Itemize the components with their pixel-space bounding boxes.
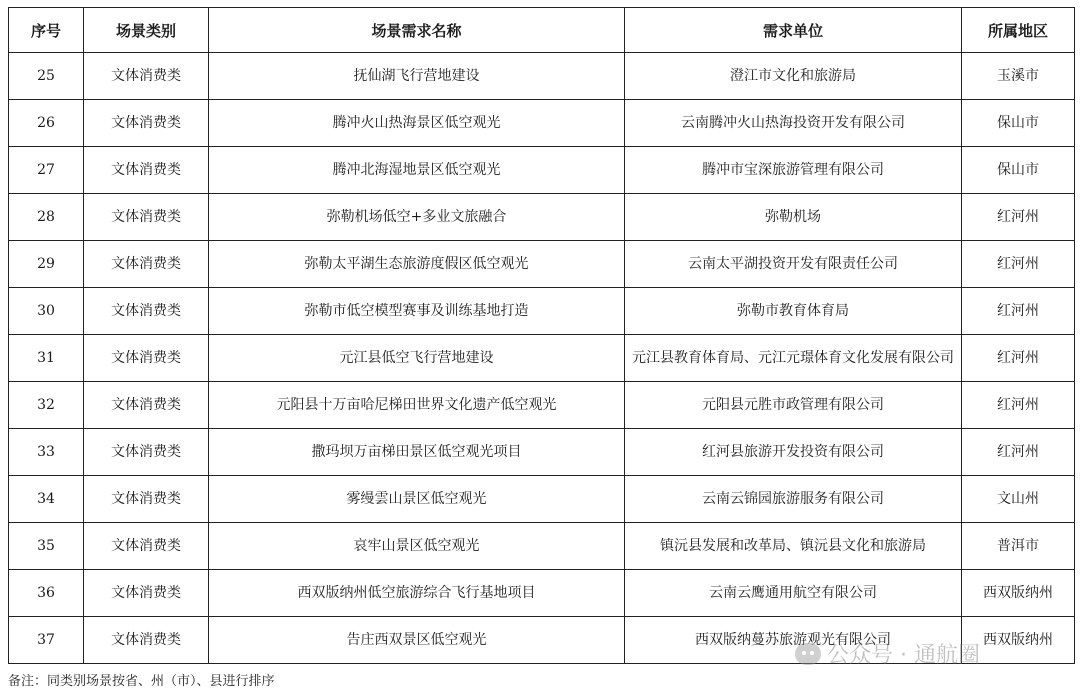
cell-category: 文体消费类 — [84, 53, 209, 100]
cell-region: 保山市 — [962, 147, 1075, 194]
table-row — [9, 53, 1075, 100]
cell-category: 文体消费类 — [84, 523, 209, 570]
cell-region: 玉溪市 — [962, 53, 1075, 100]
cell-requesting-unit: 云南云锦园旅游服务有限公司 — [625, 476, 962, 523]
cell-category: 文体消费类 — [84, 194, 209, 241]
cell-scenario-name: 抚仙湖飞行营地建设 — [209, 53, 625, 100]
cell-scenario-name: 撒玛坝万亩梯田景区低空观光项目 — [209, 429, 625, 476]
table-header-row — [9, 8, 1075, 53]
cell-index: 33 — [9, 429, 84, 476]
table-row — [9, 100, 1075, 147]
cell-scenario-name: 西双版纳州低空旅游综合飞行基地项目 — [209, 570, 625, 617]
cell-scenario-name: 弥勒市低空模型赛事及训练基地打造 — [209, 288, 625, 335]
table-row — [9, 523, 1075, 570]
cell-category: 文体消费类 — [84, 288, 209, 335]
cell-requesting-unit: 镇沅县发展和改革局、镇沅县文化和旅游局 — [625, 523, 962, 570]
cell-index: 27 — [9, 147, 84, 194]
cell-index: 26 — [9, 100, 84, 147]
header-scenario-name: 场景需求名称 — [209, 8, 625, 53]
cell-scenario-name: 弥勒太平湖生态旅游度假区低空观光 — [209, 241, 625, 288]
cell-region: 红河州 — [962, 241, 1075, 288]
cell-region: 红河州 — [962, 288, 1075, 335]
table-row — [9, 147, 1075, 194]
cell-region: 西双版纳州 — [962, 617, 1075, 664]
table-row — [9, 288, 1075, 335]
cell-index: 25 — [9, 53, 84, 100]
cell-requesting-unit: 红河县旅游开发投资有限公司 — [625, 429, 962, 476]
cell-scenario-name: 告庄西双景区低空观光 — [209, 617, 625, 664]
scenario-table — [8, 7, 1075, 664]
cell-requesting-unit: 元江县教育体育局、元江元璟体育文化发展有限公司 — [625, 335, 962, 382]
table-row — [9, 476, 1075, 523]
cell-scenario-name: 雾缦雲山景区低空观光 — [209, 476, 625, 523]
cell-category: 文体消费类 — [84, 570, 209, 617]
cell-category: 文体消费类 — [84, 476, 209, 523]
cell-scenario-name: 腾冲北海湿地景区低空观光 — [209, 147, 625, 194]
cell-requesting-unit: 弥勒市教育体育局 — [625, 288, 962, 335]
table-row — [9, 617, 1075, 664]
cell-scenario-name: 腾冲火山热海景区低空观光 — [209, 100, 625, 147]
table-row — [9, 429, 1075, 476]
cell-requesting-unit: 西双版纳蔓苏旅游观光有限公司 — [625, 617, 962, 664]
header-region: 所属地区 — [962, 8, 1075, 53]
cell-index: 34 — [9, 476, 84, 523]
cell-category: 文体消费类 — [84, 382, 209, 429]
cell-category: 文体消费类 — [84, 100, 209, 147]
cell-category: 文体消费类 — [84, 147, 209, 194]
cell-index: 30 — [9, 288, 84, 335]
cell-scenario-name: 元江县低空飞行营地建设 — [209, 335, 625, 382]
cell-requesting-unit: 云南云鹰通用航空有限公司 — [625, 570, 962, 617]
table-row — [9, 194, 1075, 241]
cell-region: 红河州 — [962, 429, 1075, 476]
cell-category: 文体消费类 — [84, 335, 209, 382]
watermark-text: 公众号 · 通航圈 — [827, 643, 980, 668]
cell-index: 35 — [9, 523, 84, 570]
cell-region: 红河州 — [962, 382, 1075, 429]
cell-index: 29 — [9, 241, 84, 288]
cell-region: 红河州 — [962, 194, 1075, 241]
table-row — [9, 335, 1075, 382]
header-index: 序号 — [9, 8, 84, 53]
table-row — [9, 241, 1075, 288]
cell-requesting-unit: 澄江市文化和旅游局 — [625, 53, 962, 100]
cell-scenario-name: 哀牢山景区低空观光 — [209, 523, 625, 570]
cell-region: 西双版纳州 — [962, 570, 1075, 617]
cell-index: 32 — [9, 382, 84, 429]
cell-region: 保山市 — [962, 100, 1075, 147]
cell-index: 37 — [9, 617, 84, 664]
cell-index: 28 — [9, 194, 84, 241]
cell-category: 文体消费类 — [84, 429, 209, 476]
cell-requesting-unit: 元阳县元胜市政管理有限公司 — [625, 382, 962, 429]
cell-region: 普洱市 — [962, 523, 1075, 570]
header-category: 场景类别 — [84, 8, 209, 53]
cell-requesting-unit: 腾冲市宝深旅游管理有限公司 — [625, 147, 962, 194]
cell-index: 36 — [9, 570, 84, 617]
cell-category: 文体消费类 — [84, 617, 209, 664]
header-requesting-unit: 需求单位 — [625, 8, 962, 53]
table-row — [9, 382, 1075, 429]
table-body — [9, 53, 1075, 664]
cell-scenario-name: 弥勒机场低空+多业文旅融合 — [209, 194, 625, 241]
cell-requesting-unit: 云南太平湖投资开发有限责任公司 — [625, 241, 962, 288]
cell-region: 红河州 — [962, 335, 1075, 382]
cell-requesting-unit: 弥勒机场 — [625, 194, 962, 241]
cell-category: 文体消费类 — [84, 241, 209, 288]
footnote: 备注：同类别场景按省、州（市）、县进行排序 — [8, 674, 275, 689]
cell-requesting-unit: 云南腾冲火山热海投资开发有限公司 — [625, 100, 962, 147]
cell-index: 31 — [9, 335, 84, 382]
table-row — [9, 570, 1075, 617]
cell-scenario-name: 元阳县十万亩哈尼梯田世界文化遗产低空观光 — [209, 382, 625, 429]
cell-region: 文山州 — [962, 476, 1075, 523]
